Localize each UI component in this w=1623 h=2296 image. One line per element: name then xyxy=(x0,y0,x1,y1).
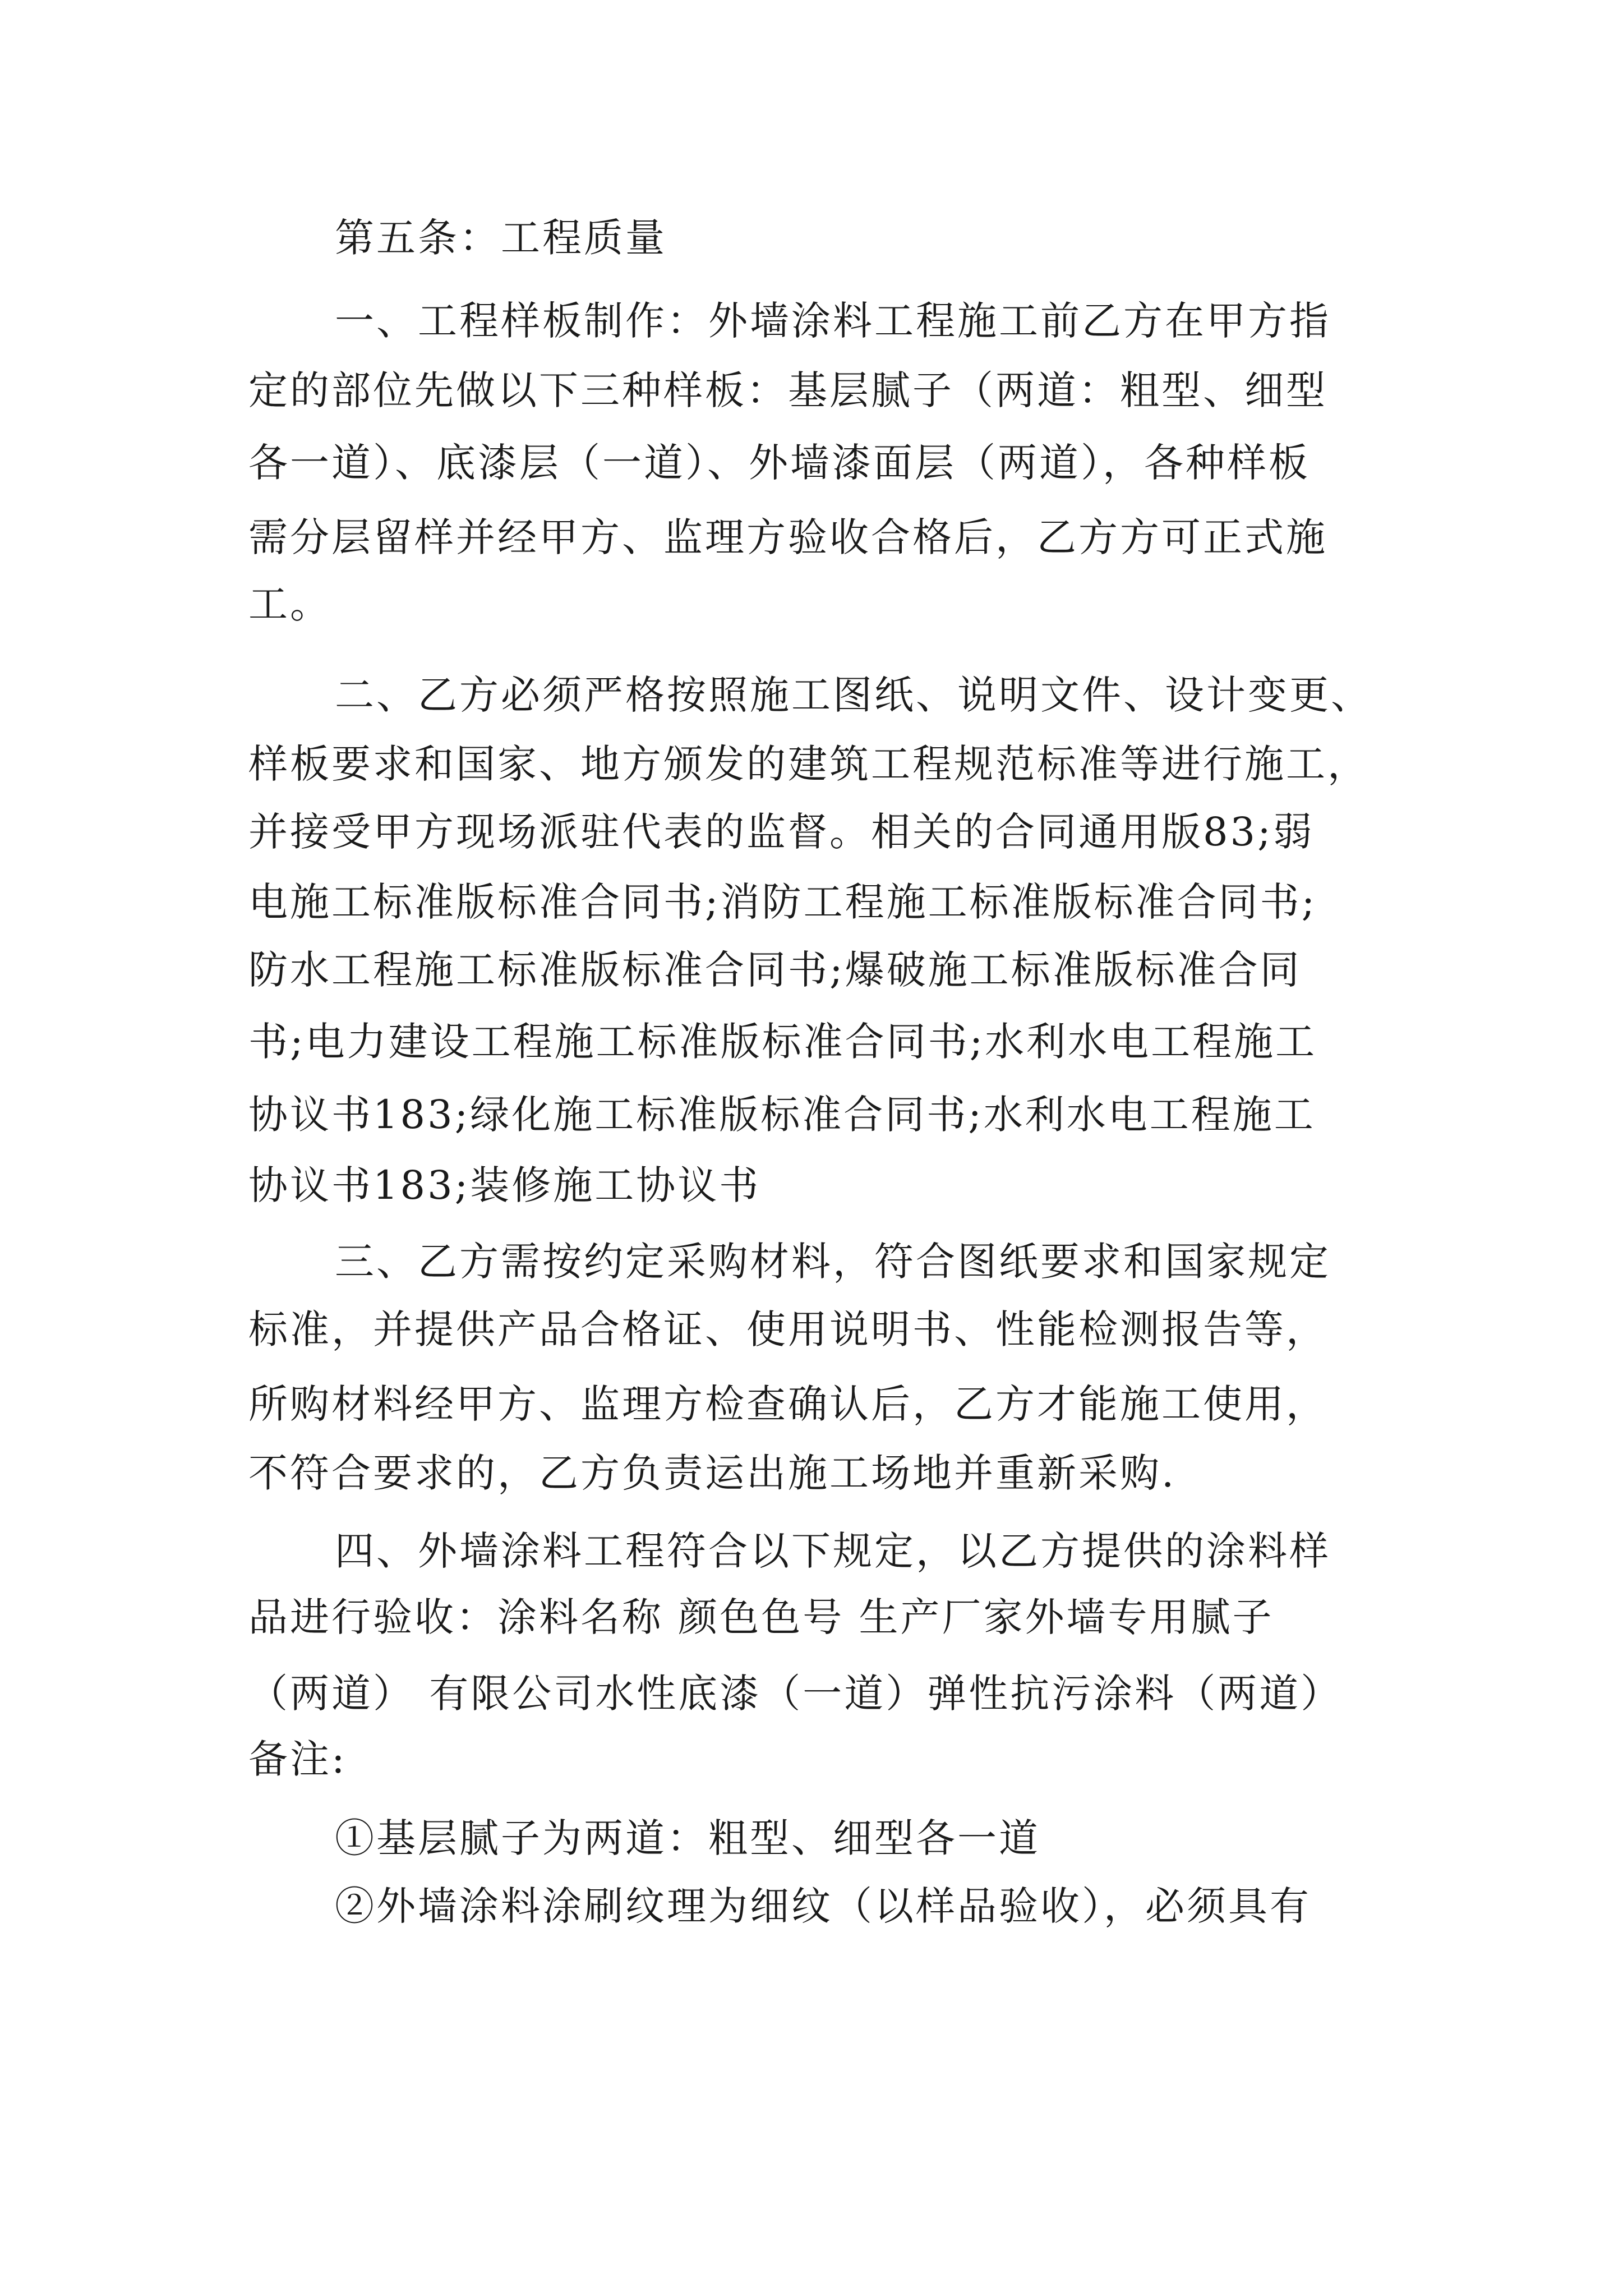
paragraph-line: 一、工程样板制作：外墙涂料工程施工前乙方在甲方指 xyxy=(335,298,1331,344)
paragraph-line: 协议书183;绿化施工标准版标准合同书;水利水电工程施工 xyxy=(248,1092,1316,1138)
paragraph-line: 品进行验收：涂料名称 颜色色号 生产厂家外墙专用腻子 xyxy=(248,1594,1274,1640)
paragraph-line: 定的部位先做以下三种样板：基层腻子（两道：粗型、细型 xyxy=(248,367,1327,413)
paragraph-line: 各一道）、底漆层（一道）、外墙漆面层（两道），各种样板 xyxy=(248,440,1310,486)
paragraph-line: 样板要求和国家、地方颁发的建筑工程规范标准等进行施工， xyxy=(248,741,1369,787)
paragraph-line: 电施工标准版标准合同书;消防工程施工标准版标准合同书; xyxy=(248,879,1317,925)
paragraph-line: 工。 xyxy=(248,581,331,627)
paragraph-line: 并接受甲方现场派驻代表的监督。相关的合同通用版83;弱 xyxy=(248,809,1315,855)
paragraph-line: 协议书183;装修施工协议书 xyxy=(248,1162,761,1208)
note-item: ②外墙涂料涂刷纹理为细纹（以样品验收），必须具有 xyxy=(335,1883,1311,1929)
paragraph-line: 标准，并提供产品合格证、使用说明书、性能检测报告等， xyxy=(248,1306,1327,1352)
paragraph-line: 备注: xyxy=(248,1736,347,1782)
article-heading: 第五条：工程质量 xyxy=(335,215,667,261)
paragraph-line: 书;电力建设工程施工标准版标准合同书;水利水电工程施工 xyxy=(248,1019,1317,1065)
paragraph-line: 三、乙方需按约定采购材料，符合图纸要求和国家规定 xyxy=(335,1239,1331,1285)
paragraph-line: 所购材料经甲方、监理方检查确认后，乙方才能施工使用， xyxy=(248,1381,1327,1427)
paragraph-line: 四、外墙涂料工程符合以下规定，以乙方提供的涂料样 xyxy=(335,1528,1331,1574)
note-item: ①基层腻子为两道：粗型、细型各一道 xyxy=(335,1815,1040,1861)
paragraph-line: （两道） 有限公司水性底漆（一道）弹性抗污涂料（两道） xyxy=(248,1671,1343,1717)
paragraph-line: 需分层留样并经甲方、监理方验收合格后，乙方方可正式施 xyxy=(248,514,1327,560)
paragraph-line: 二、乙方必须严格按照施工图纸、说明文件、设计变更、 xyxy=(335,672,1372,718)
paragraph-line: 不符合要求的，乙方负责运出施工场地并重新采购. xyxy=(248,1450,1177,1496)
paragraph-line: 防水工程施工标准版标准合同书;爆破施工标准版标准合同 xyxy=(248,947,1302,993)
